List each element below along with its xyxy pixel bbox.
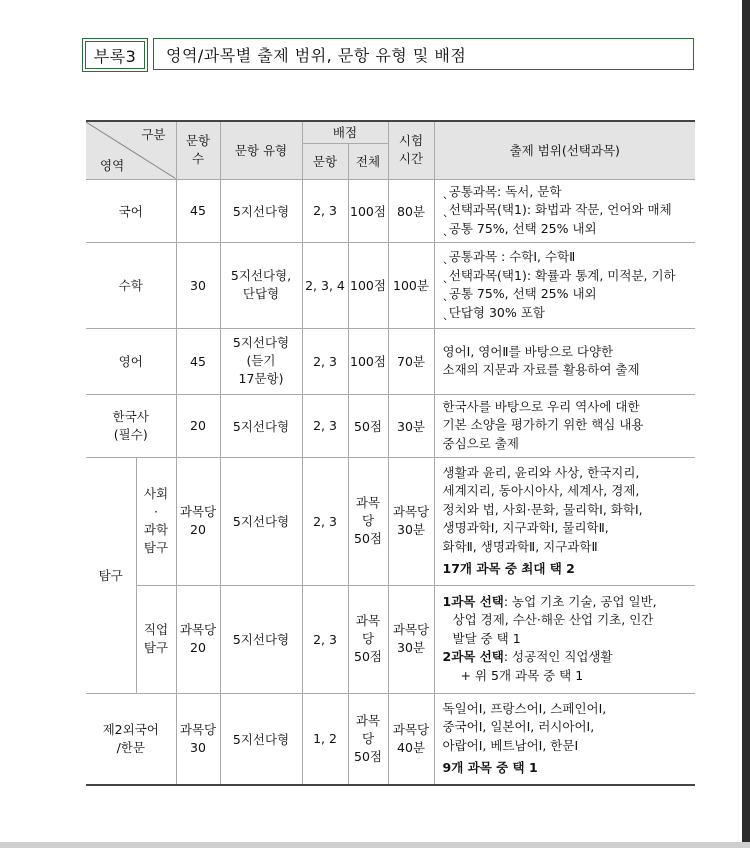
scope-line: ˎ선택과목(택1): 화법과 작문, 언어와 매체 xyxy=(442,202,672,218)
test-time: 30분 xyxy=(388,394,434,457)
scope-line: ˎ공통과목: 독서, 문학 xyxy=(442,183,562,199)
item-type: 5지선다형 xyxy=(220,394,302,457)
scope-line: 화학Ⅱ, 생명과학Ⅱ, 지구과학Ⅱ xyxy=(442,538,598,554)
scope-option-1: 1과목 선택: 농업 기초 기술, 공업 일반, xyxy=(442,593,657,609)
test-time: 과목당 30분 xyxy=(388,585,434,693)
num-items: 과목당 20 xyxy=(176,585,220,693)
header-category-label: 구분 xyxy=(141,127,166,142)
scope-line: 영어Ⅰ, 영어Ⅱ를 바탕으로 다양한 xyxy=(442,343,614,359)
points-item: 2, 3 xyxy=(302,179,348,242)
page-bottom-edge xyxy=(0,842,750,848)
sub-area-social-science: 사회 · 과학 탐구 xyxy=(136,457,176,585)
test-time: 80분 xyxy=(388,179,434,242)
scope-vocational xyxy=(434,585,695,693)
scope-math xyxy=(434,242,695,328)
scope-selection-rule: 9개 과목 중 택 1 xyxy=(442,760,538,776)
table-row-korean xyxy=(86,179,695,242)
table-row-vocational xyxy=(86,585,695,693)
area-foreign-language: 제2외국어 /한문 xyxy=(86,693,176,785)
scope-line: ˎ선택과목(택1): 확률과 통계, 미적분, 기하 xyxy=(442,267,676,283)
points-total: 과목 당 50점 xyxy=(348,693,388,785)
item-type: 5지선다형 (듣기 17문항) xyxy=(220,328,302,394)
num-items: 과목당 30 xyxy=(176,693,220,785)
points-item: 1, 2 xyxy=(302,693,348,785)
appendix-tag: 부록3 xyxy=(82,38,148,72)
points-total: 100점 xyxy=(348,179,388,242)
scope-line: 소재의 지문과 자료를 활용하여 출제 xyxy=(442,362,640,377)
num-items: 45 xyxy=(176,179,220,242)
area-history: 한국사 (필수) xyxy=(86,394,176,457)
window-scrollbar-edge xyxy=(742,0,750,848)
points-total: 과목 당 50점 xyxy=(348,585,388,693)
scope-line: 세계지리, 동아시아사, 세계사, 경제, xyxy=(442,483,640,498)
scope-line: 중국어Ⅰ, 일본어Ⅰ, 러시아어Ⅰ, xyxy=(442,719,595,735)
scope-korean xyxy=(434,179,695,242)
scope-line: 중심으로 출제 xyxy=(442,435,519,451)
points-total: 100점 xyxy=(348,328,388,394)
item-type: 5지선다형, 단답형 xyxy=(220,242,302,328)
header-item-type: 문항 유형 xyxy=(220,121,302,179)
scope-line: 생활과 윤리, 윤리와 사상, 한국지리, xyxy=(442,464,640,480)
table-row-social-science xyxy=(86,457,695,585)
item-type: 5지선다형 xyxy=(220,585,302,693)
test-time: 70분 xyxy=(388,328,434,394)
area-inquiry: 탐구 xyxy=(86,457,136,693)
scope-line: + 위 5개 과목 중 택 1 xyxy=(460,667,584,683)
points-item: 2, 3, 4 xyxy=(302,242,348,328)
points-item: 2, 3 xyxy=(302,328,348,394)
table-row-english xyxy=(86,328,695,394)
scope-social-science xyxy=(434,457,695,585)
header-points: 배점 xyxy=(302,121,388,143)
num-items: 20 xyxy=(176,394,220,457)
header-num-items: 문항 수 xyxy=(176,121,220,179)
scope-line: 아랍어Ⅰ, 베트남어Ⅰ, 한문Ⅰ xyxy=(442,737,579,753)
points-item: 2, 3 xyxy=(302,457,348,585)
num-items: 30 xyxy=(176,242,220,328)
area-korean: 국어 xyxy=(86,179,176,242)
header-category-cell xyxy=(86,121,176,179)
num-items: 45 xyxy=(176,328,220,394)
scope-option-2: 2과목 선택: 성공적인 직업생활 xyxy=(442,649,613,665)
item-type: 5지선다형 xyxy=(220,693,302,785)
header-scope: 출제 범위(선택과목) xyxy=(434,121,695,179)
scope-line: 상업 경제, 수산·해운 산업 기초, 인간 xyxy=(452,612,654,628)
test-time: 과목당 30분 xyxy=(388,457,434,585)
sub-area-vocational: 직업 탐구 xyxy=(136,585,176,693)
points-total: 과목 당 50점 xyxy=(348,457,388,585)
scope-line: 정치와 법, 사회·문화, 물리학Ⅰ, 화학Ⅰ, xyxy=(442,501,643,517)
scope-line: 한국사를 바탕으로 우리 역사에 대한 xyxy=(442,398,640,414)
item-type: 5지선다형 xyxy=(220,179,302,242)
area-math: 수학 xyxy=(86,242,176,328)
points-item: 2, 3 xyxy=(302,394,348,457)
scope-history xyxy=(434,394,695,457)
scope-line: ˎ공통 75%, 선택 25% 내외 xyxy=(442,286,597,301)
area-english: 영어 xyxy=(86,328,176,394)
points-total: 100점 xyxy=(348,242,388,328)
scope-line: 기본 소양을 평가하기 위한 핵심 내용 xyxy=(442,417,644,433)
item-type: 5지선다형 xyxy=(220,457,302,585)
table-row-foreign-language xyxy=(86,693,695,785)
points-total: 50점 xyxy=(348,394,388,457)
header-points-item: 문항 xyxy=(302,143,348,179)
scope-selection-rule: 17개 과목 중 최대 택 2 xyxy=(442,561,575,576)
scope-english xyxy=(434,328,695,394)
test-time: 과목당 40분 xyxy=(388,693,434,785)
scope-line: 발달 중 택 1 xyxy=(452,630,521,646)
num-items: 과목당 20 xyxy=(176,457,220,585)
points-item: 2, 3 xyxy=(302,585,348,693)
scope-line: 생명과학Ⅰ, 지구과학Ⅰ, 물리학Ⅱ, xyxy=(442,520,609,535)
test-time: 100분 xyxy=(388,242,434,328)
scope-line: 독일어Ⅰ, 프랑스어Ⅰ, 스페인어Ⅰ, xyxy=(442,700,607,716)
scope-line: ˎ공통과목 : 수학Ⅰ, 수학Ⅱ xyxy=(442,249,576,264)
header-area-label: 영역 xyxy=(100,157,125,173)
header-points-total: 전체 xyxy=(348,143,388,179)
table-row-math xyxy=(86,242,695,328)
scope-line: ˎ단답형 30% 포함 xyxy=(442,304,545,320)
scope-line: ˎ공통 75%, 선택 25% 내외 xyxy=(442,220,597,236)
scope-foreign-language xyxy=(434,693,695,785)
header-test-time: 시험 시간 xyxy=(388,121,434,179)
table-row-history xyxy=(86,394,695,457)
page-title: 영역/과목별 출제 범위, 문항 유형 및 배점 xyxy=(153,38,694,70)
exam-scope-table xyxy=(86,120,695,786)
